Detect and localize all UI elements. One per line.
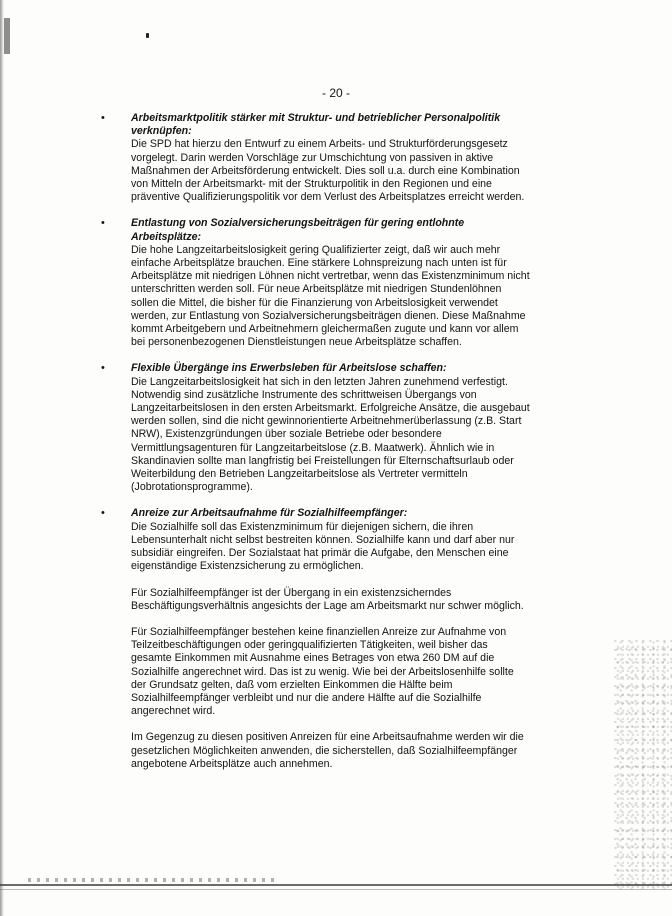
section-social-insurance-relief (101, 217, 531, 349)
section-paragraph: Für Sozialhilfeempfänger bestehen keine finanziellen Anreize zur Aufnahme von Teilzeitbeschäftigungen oder geringqualifizierten Tätigkeiten, weil bisher das gesamte Einkommen mit Ausnahme eines Betrages von etwa 260 DM auf die Sozialhilfe angerechnet wird. Das ist zu wenig. Wie bei der Arbeitslosenhilfe sollte der Grundsatz gelten, daß vom erzielten Einkommen die Hälfte beim Sozialhilfeempfänger verbleibt und nur die andere Hälfte auf die Sozialhilfe angerechnet wird. (131, 625, 514, 718)
scan-artifact-mark (4, 18, 10, 54)
scan-bottom-line (0, 884, 672, 886)
bullet-icon: • (101, 112, 105, 124)
section-paragraph: Die hohe Langzeitarbeitslosigkeit gering Qualifizierter zeigt, daß wir auch mehr einfache Arbeitsplätze brauchen. Eine stärkere Lohnspreizung nach unten ist für Arbeitsplätze mit niedrigen Löhnen nicht vertretbar, wenn das Existenzminimum nicht unterschritten werden soll. Für neue Arbeitsplätze mit niedrigen Stundenlöhnen sollen die Mittel, die bisher für die Finanzierung von Arbeitslosigkeit verwendet werden, zur Entlastung von Sozialversicherungsbeiträgen dienen. Diese Maßnahme kommt Arbeitgebern und Arbeitnehmern gleichermaßen zugute und kann vor allem bei personenbezogenen Dienstleistungen neue Arbeitsplätze schaffen. (131, 243, 530, 349)
section-welfare-incentives (101, 507, 531, 770)
bullet-icon: • (101, 507, 105, 520)
bullet-icon: • (101, 217, 105, 230)
section-paragraph: Für Sozialhilfeempfänger ist der Übergang in ein existenzsicherndes Beschäftigungsverhältnis angesichts der Lage am Arbeitsmarkt nur schwer möglich. (131, 586, 524, 612)
scan-noise (614, 640, 672, 890)
scan-speck (146, 33, 149, 38)
section-paragraph: Die Langzeitarbeitslosigkeit hat sich in den letzten Jahren zunehmend verfestigt. Notwendig sind zusätzliche Instrumente des schrittweisen Übergangs von Langzeitarbeitslosen in den ersten Arbeitsmarkt. Erfolgreiche Ansätze, die ausgebaut werden sollen, sind die nicht gewinnorientierte Arbeitnehmerüberlassung (z.B. Start NRW), Existenzgründungen über soziale Betriebe oder besondere Vermittlungsagenturen für Langzeitarbeitslose (z.B. Maatwerk). Ähnlich wie in Skandinavien sollte man langfristig bei Freistellungen für Elternschaftsurlaub oder Weiterbildung den Betrieben Langzeitarbeitslose als Vertreter vermitteln (Jobrotationsprogramme). (131, 375, 530, 494)
section-heading: Anreize zur Arbeitsaufnahme für Sozialhilfeempfänger: (131, 507, 408, 520)
page-number: - 20 - (321, 86, 350, 100)
section-paragraph: Die Sozialhilfe soll das Existenzminimum für diejenigen sichern, die ihren Lebensunterhalt nicht selbst bestreiten können. Sozialhilfe kann und darf aber nur subsidiär eingreifen. Der Sozialstaat hat primär die Aufgabe, den Menschen eine eigenständige Existenzsicherung zu ermöglichen. (131, 520, 515, 573)
section-heading: Flexible Übergänge ins Erwerbsleben für Arbeitslose schaffen: (131, 362, 447, 375)
section-structural-policy (101, 112, 531, 204)
section-heading: Entlastung von Sozialversicherungsbeiträgen für gering entlohnte Arbeitsplätze: (131, 217, 465, 243)
scan-bottom-line-secondary (0, 889, 672, 890)
section-flexible-transitions (101, 362, 531, 494)
bullet-icon: • (101, 362, 105, 375)
section-paragraph: Im Gegenzug zu diesen positiven Anreizen für eine Arbeitsaufnahme werden wir die gesetzlichen Möglichkeiten anwenden, die sicherstellen, daß Sozialhilfeempfänger angebotene Arbeitsplätze auch annehmen. (131, 731, 524, 770)
scan-bottom-dots (28, 878, 278, 882)
document-body (101, 112, 531, 784)
section-paragraph: Die SPD hat hierzu den Entwurf zu einem Arbeits- und Strukturförderungsgesetz vorgelegt. Darin werden Vorschläge zur Umschichtung von passiven in aktive Maßnahmen der Arbeitsförderung entwickelt. Dies soll u.a. durch eine Kombination von Mitteln der Arbeitsmarkt- mit der Strukturpolitik in den Regionen und eine präventive Qualifizierungspolitik vor dem Verlust des Arbeitsplatzes erreicht werden. (131, 138, 525, 204)
section-heading: Arbeitsmarktpolitik stärker mit Struktur- und betrieblicher Personalpolitik verknüpfen: (131, 112, 501, 138)
scan-edge-shadow (0, 0, 4, 916)
